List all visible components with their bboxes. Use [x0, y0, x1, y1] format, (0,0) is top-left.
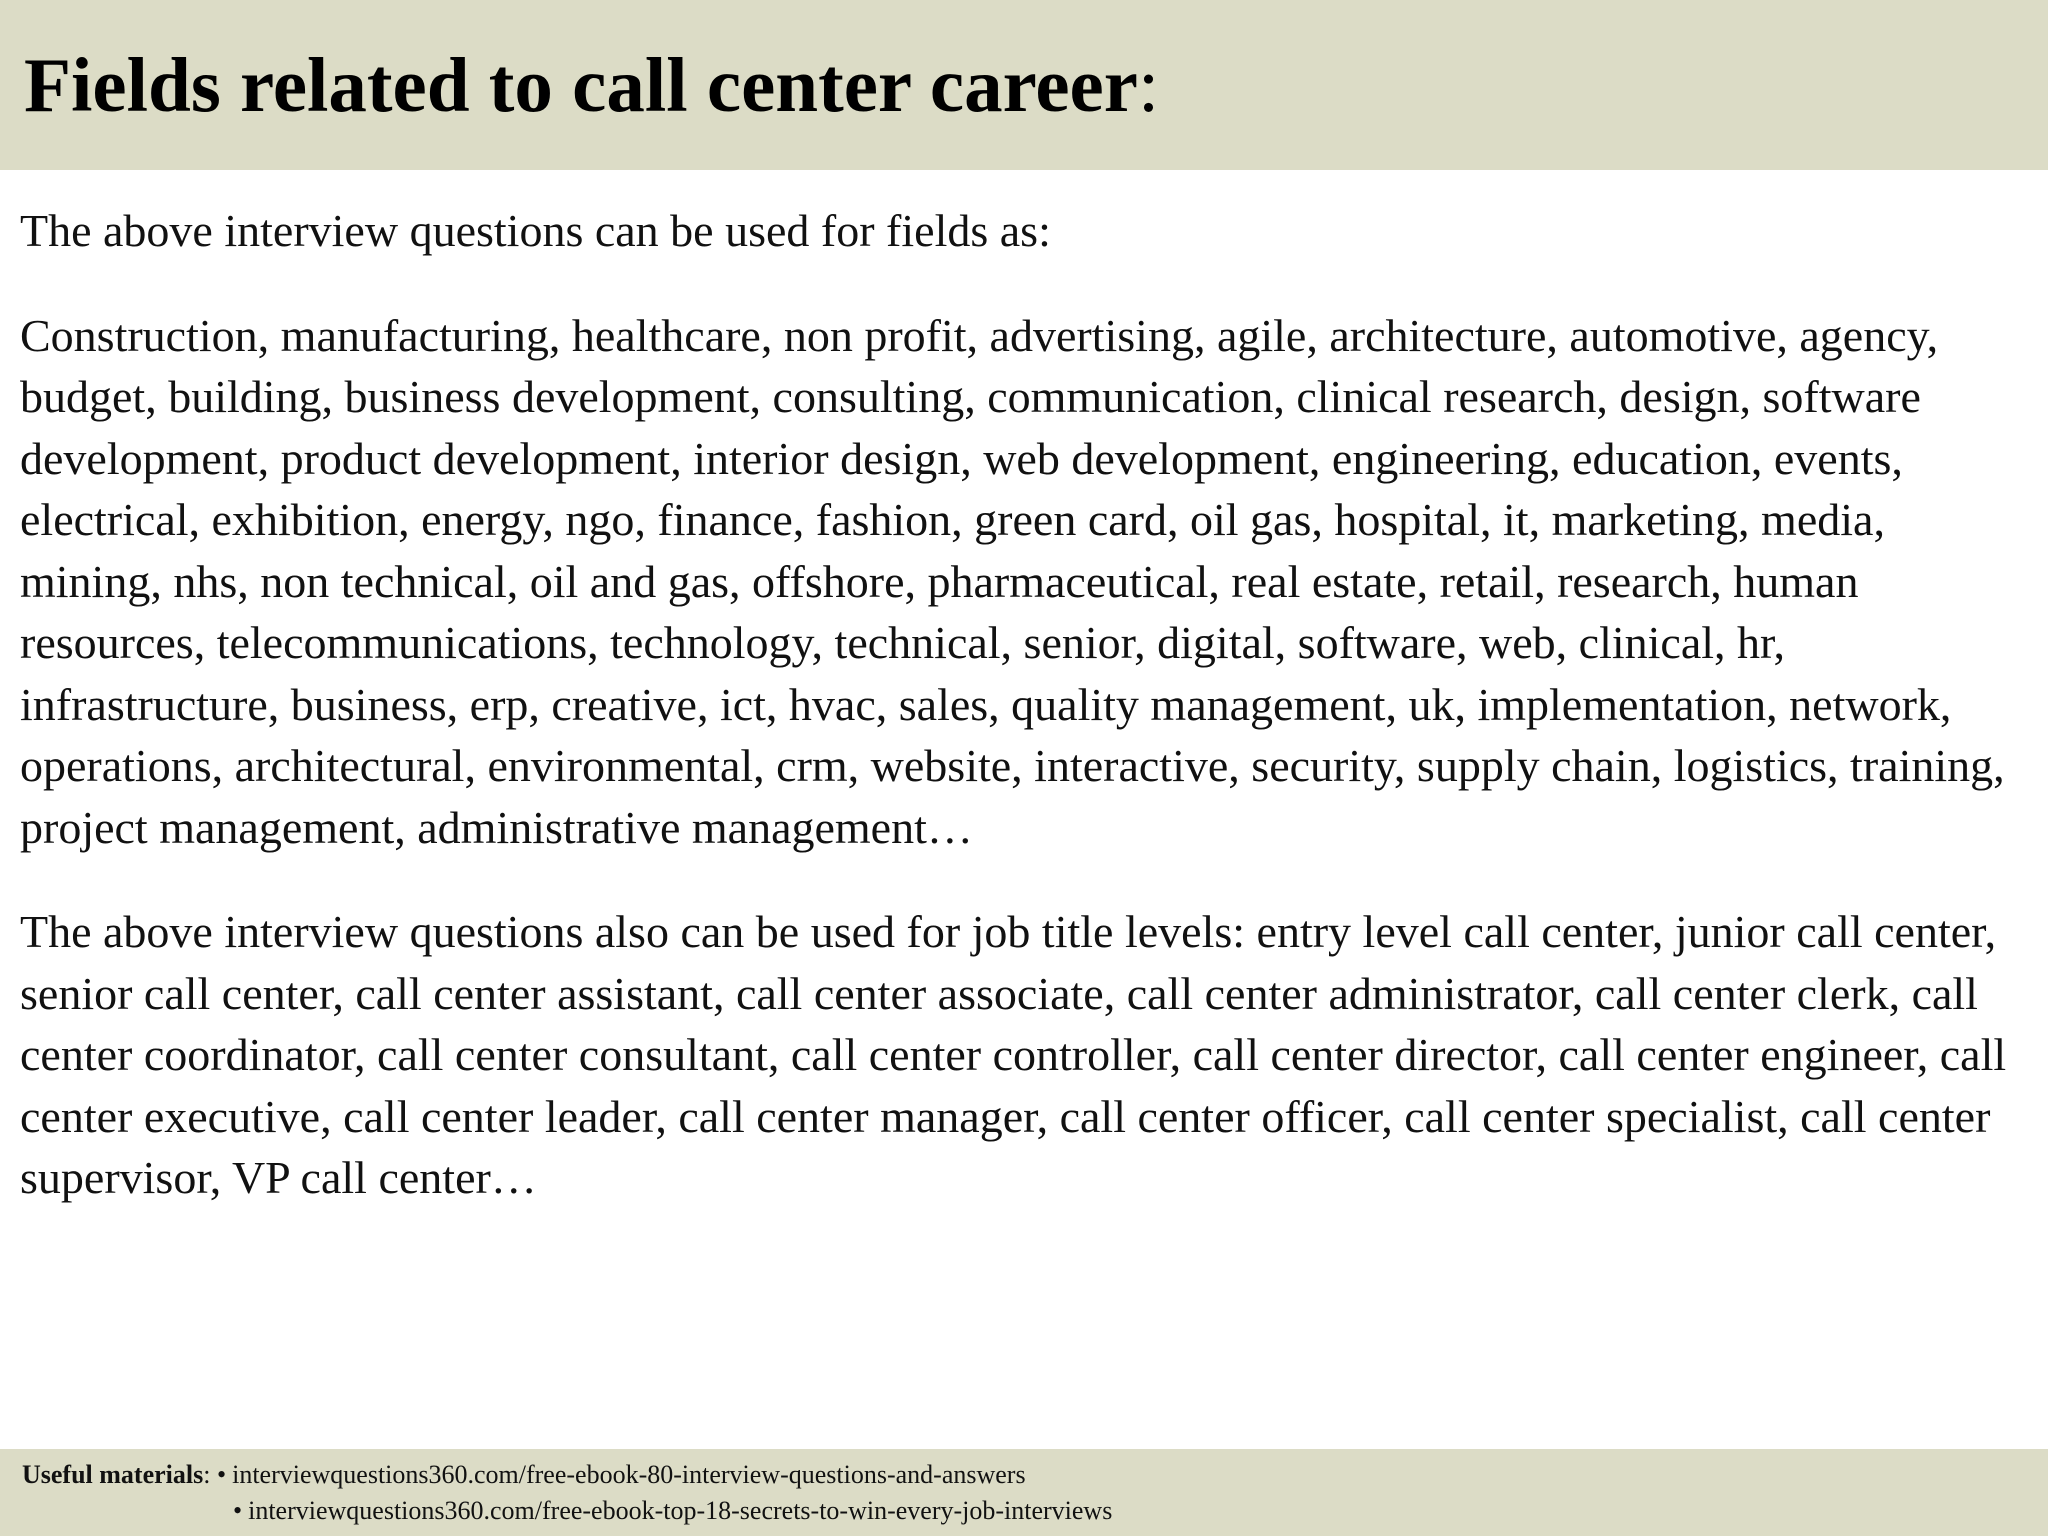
title-bar [0, 0, 2048, 170]
job-levels-paragraph: The above interview questions also can be used for job title levels: entry level call center, junior call center, senior call center, call center assistant, call center associate, call center administrator, call center clerk, call center coordinator, call center consultant, call center controller, call center director, call center engineer, call center executive, call center leader, call center manager, call center officer, call center specialist, call center supervisor, VP call center… [20, 906, 2007, 1203]
footer-row-1 [22, 1457, 1112, 1493]
useful-materials [22, 1457, 1112, 1529]
useful-materials-separator: : [203, 1460, 217, 1489]
intro-paragraph: The above interview questions can be used for fields as: [20, 205, 1051, 256]
slide-title [24, 40, 1159, 130]
bullet-icon: • [233, 1496, 243, 1525]
footer-row-2 [22, 1493, 1112, 1529]
material-link-1[interactable]: interviewquestions360.com/free-ebook-80-interview-questions-and-answers [232, 1460, 1026, 1489]
footer-bar [0, 1449, 2048, 1536]
slide-body [20, 200, 2030, 1209]
useful-materials-label: Useful materials [22, 1460, 204, 1489]
material-link-2[interactable]: interviewquestions360.com/free-ebook-top-18-secrets-to-win-every-job-interviews [248, 1496, 1113, 1525]
slide-title-text: Fields related to call center career [24, 42, 1138, 128]
fields-list-paragraph: Construction, manufacturing, healthcare, non profit, advertising, agile, architecture, automotive, agency, budget, building, business development, consulting, communication, clinical research, design, software development, product development, interior design, web development, engineering, education, events, electrical, exhibition, energy, ngo, finance, fashion, green card, oil gas, hospital, it, marketing, media, mining, nhs, non technical, oil and gas, offshore, pharmaceutical, real estate, retail, research, human resources, telecommunications, technology, technical, senior, digital, software, web, clinical, hr, infrastructure, business, erp, creative, ict, hvac, sales, quality management, uk, implementation, network, operations, architectural, environmental, crm, website, interactive, security, supply chain, logistics, training, project management, administrative management… [20, 309, 2005, 853]
bullet-icon: • [216, 1460, 227, 1489]
slide-title-colon: : [1137, 42, 1160, 128]
